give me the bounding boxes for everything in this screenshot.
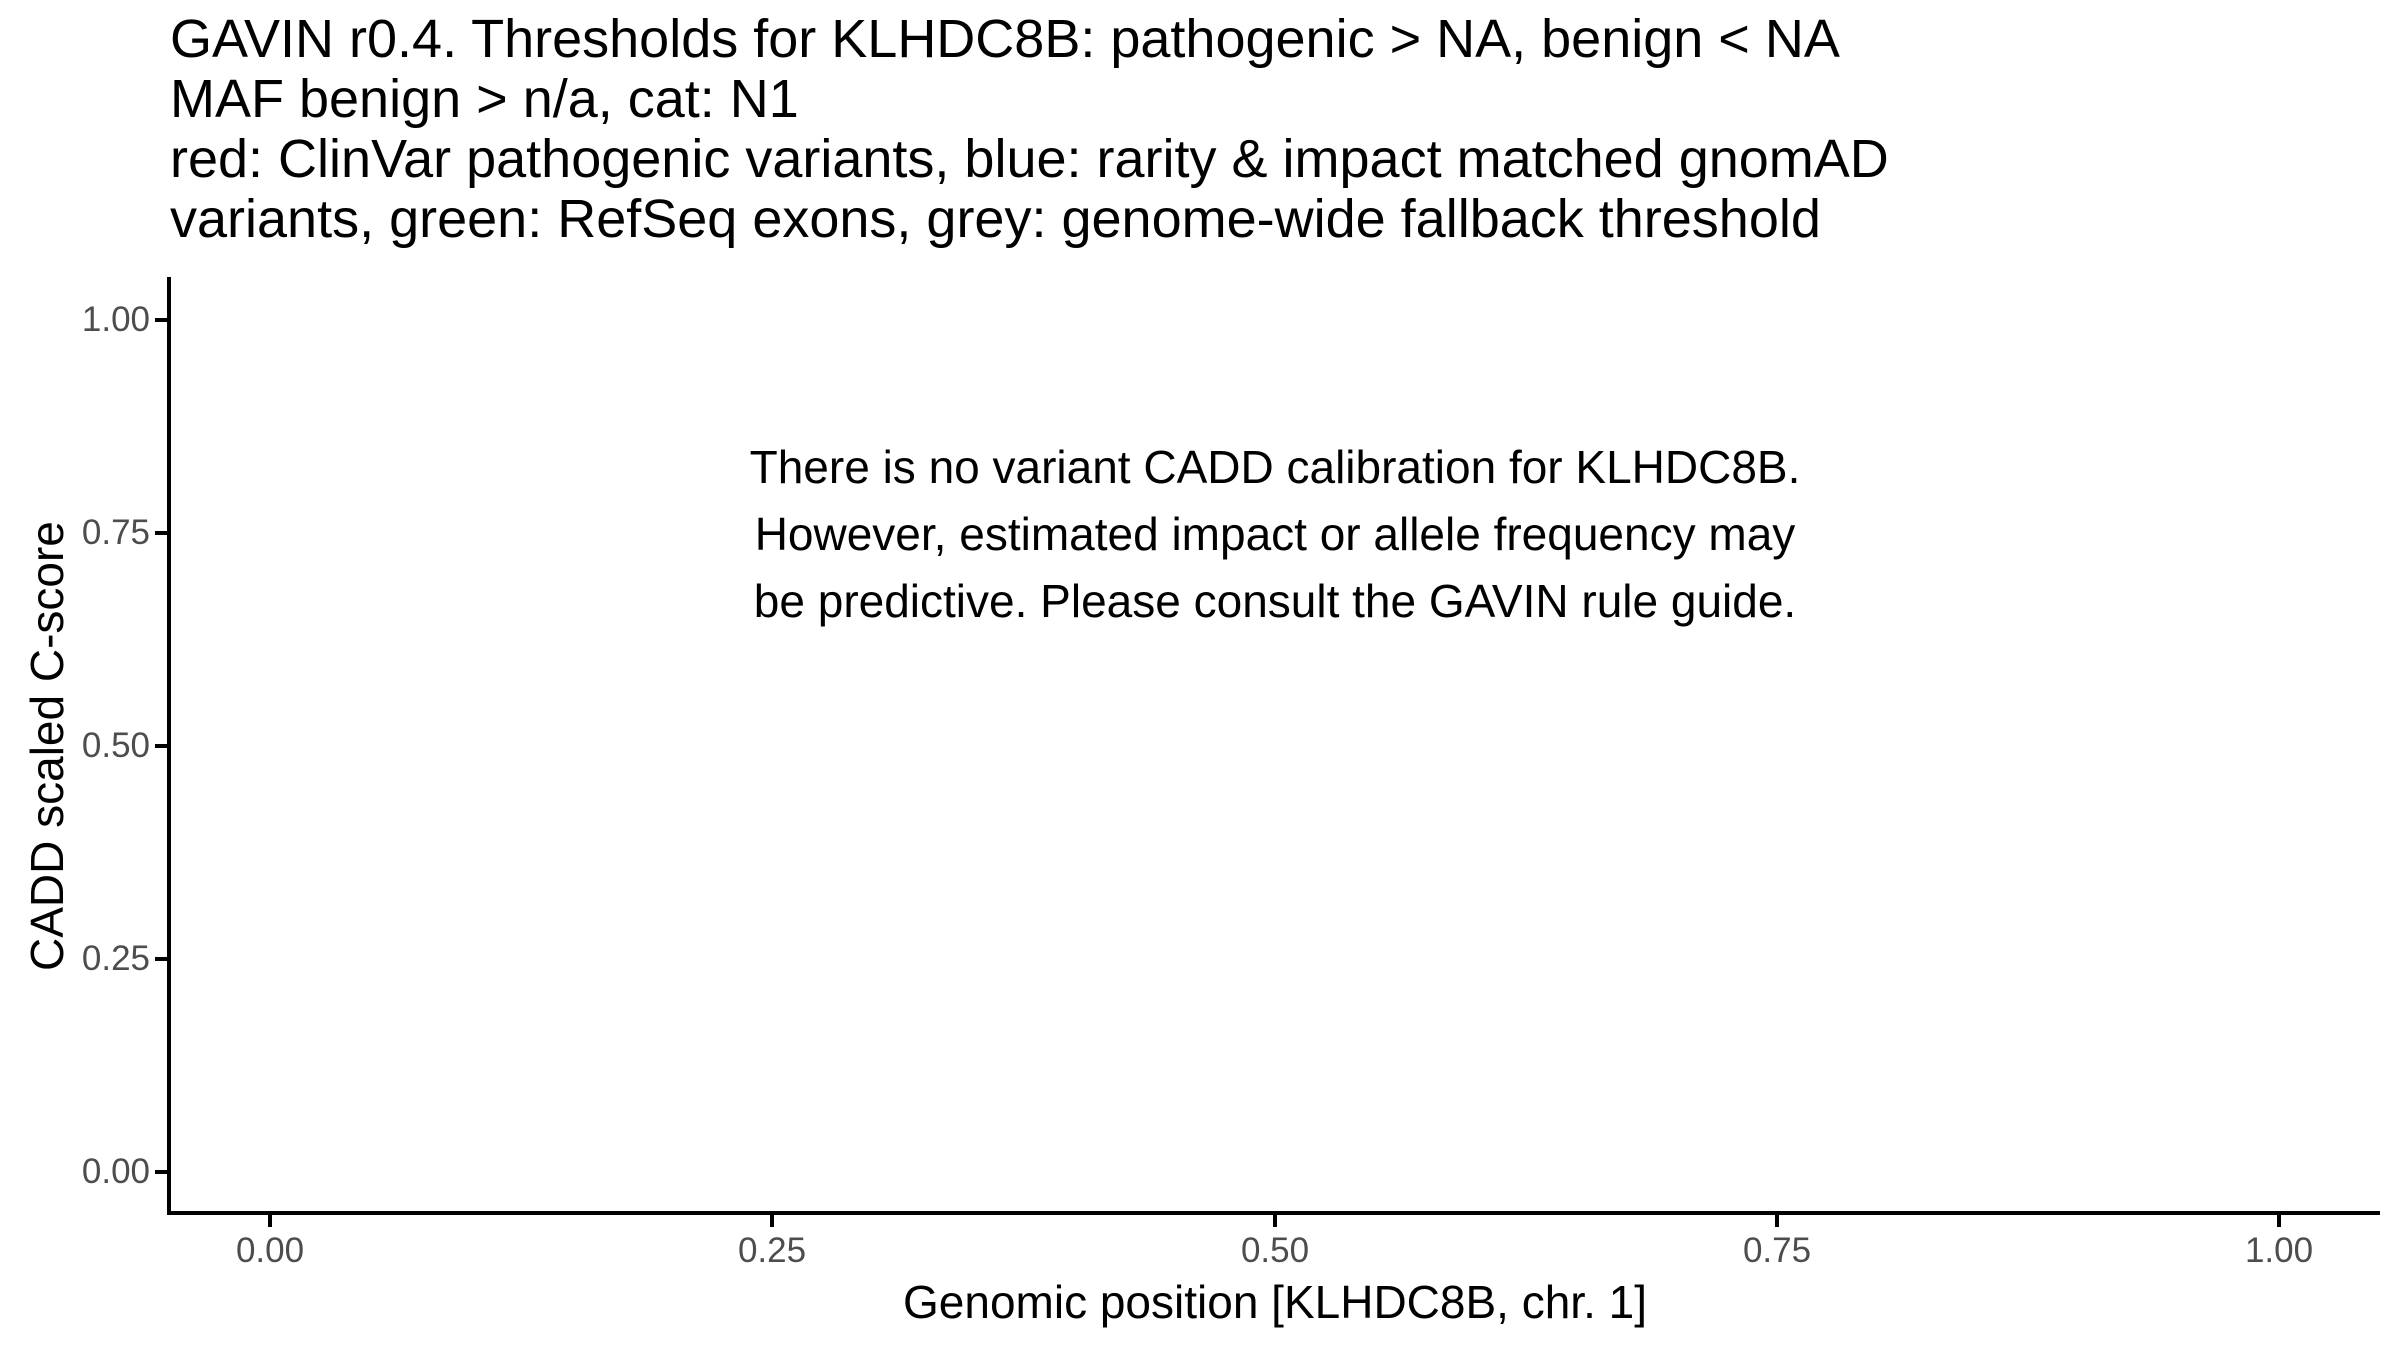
x-axis-tick-label: 0.00: [235, 1231, 305, 1270]
chart-title-line-3: red: ClinVar pathogenic variants, blue: rarity & impact matched gnomAD: [170, 129, 1889, 189]
y-axis-tick-label: 1.00: [81, 300, 150, 339]
y-axis-tick-mark-0.25: [155, 957, 167, 961]
plot-annotation: [675, 434, 1875, 635]
x-axis-tick-label: 0.25: [737, 1231, 807, 1270]
x-axis-title: Genomic position [KLHDC8B, chr. 1]: [903, 1276, 1647, 1328]
y-axis-tick-mark-0.50: [155, 744, 167, 748]
annotation-line-2: However, estimated impact or allele frequency may: [754, 508, 1796, 560]
x-axis-tick-mark-0.25: [770, 1215, 774, 1227]
chart-title-line-1: GAVIN r0.4. Thresholds for KLHDC8B: pathogenic > NA, benign < NA: [170, 9, 1840, 69]
annotation-line-1: There is no variant CADD calibration for KLHDC8B.: [749, 441, 1801, 493]
annotation-line-3: be predictive. Please consult the GAVIN rule guide.: [753, 575, 1797, 627]
x-axis-tick-label: 1.00: [2244, 1231, 2314, 1270]
x-axis-tick-mark-0.50: [1273, 1215, 1277, 1227]
x-axis-tick-mark-0.00: [268, 1215, 272, 1227]
y-axis-tick-label: 0.50: [81, 726, 150, 765]
chart-title-line-2: MAF benign > n/a, cat: N1: [170, 69, 799, 129]
y-axis-title: CADD scaled C-score: [21, 521, 73, 971]
x-axis-tick-mark-1.00: [2277, 1215, 2281, 1227]
x-axis-tick-label: 0.50: [1240, 1231, 1310, 1270]
y-axis-tick-label: 0.00: [81, 1152, 150, 1191]
y-axis-line: [167, 277, 171, 1215]
x-axis-tick-mark-0.75: [1775, 1215, 1779, 1227]
y-axis-tick-mark-0.75: [155, 531, 167, 535]
chart-title: [170, 9, 1889, 249]
y-axis-tick-mark-0.00: [155, 1170, 167, 1174]
chart-title-line-4: variants, green: RefSeq exons, grey: genome-wide fallback threshold: [170, 189, 1821, 249]
y-axis-tick-label: 0.25: [81, 939, 150, 978]
y-axis-tick-mark-1.00: [155, 318, 167, 322]
x-axis-tick-label: 0.75: [1742, 1231, 1812, 1270]
y-axis-tick-label: 0.75: [81, 513, 150, 552]
